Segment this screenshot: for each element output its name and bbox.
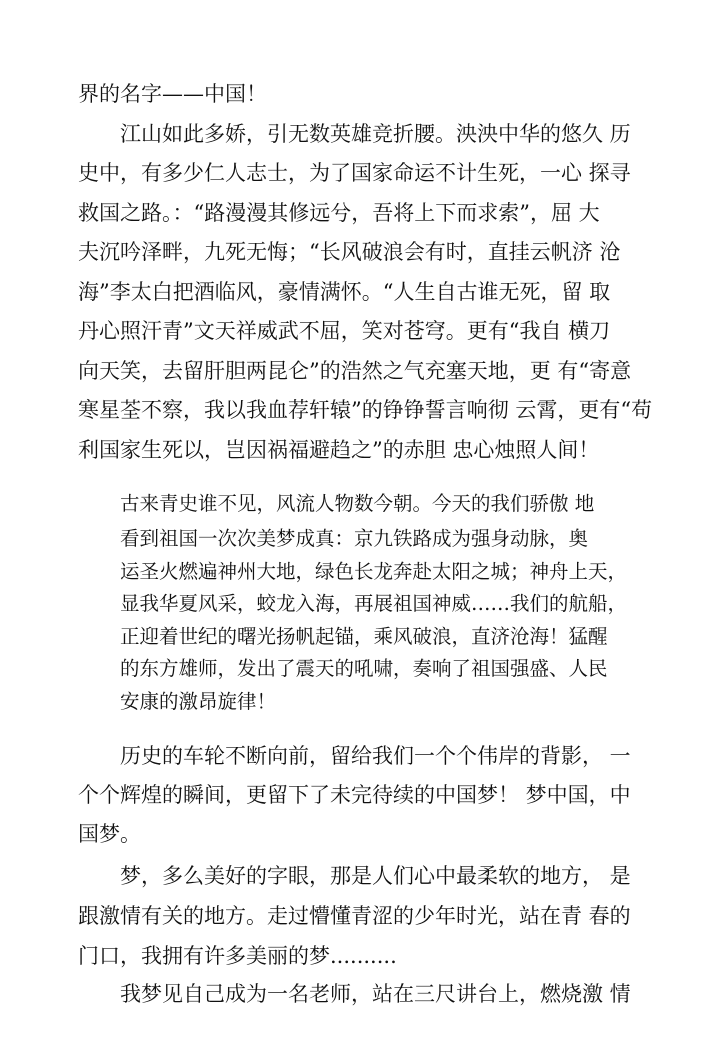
- paragraph-2-line-2: 史中，有多少仁人志士，为了国家命运不计生死，一心 探寻: [78, 161, 631, 185]
- paragraph-2-line-4: 夫沉吟泽畔，九死无悔；“长风破浪会有时，直挂云帆济 沧: [78, 240, 621, 264]
- paragraph-3-line-2: 看到祖国一次次美梦成真：京九铁路成为强身动脉，奥: [120, 527, 589, 550]
- paragraph-5-line-3: 门口，我拥有许多美丽的梦..........: [78, 944, 397, 968]
- paragraph-3-line-7: 安康的激昂旋律！: [120, 690, 277, 713]
- paragraph-2-line-5: 海”李太白把酒临风，豪情满怀。“人生自古谁无死，留 取: [78, 280, 611, 304]
- paragraph-6-line-1: 我梦见自己成为一名老师，站在三尺讲台上，燃烧激 情: [120, 982, 631, 1006]
- paragraph-2-line-8: 寒星荃不察，我以我血荐轩辕”的铮铮誓言响彻 云霄，更有“苟: [78, 398, 653, 422]
- paragraph-3-line-6: 的东方雄师，发出了震天的吼啸，奏响了祖国强盛、人民: [120, 657, 608, 680]
- paragraph-3-line-5: 正迎着世纪的曙光扬帆起锚，乘风破浪，直济沧海！猛醒: [120, 625, 608, 648]
- paragraph-5-line-2: 跟激情有关的地方。走过懵懂青涩的少年时光，站在青 春的: [78, 904, 631, 928]
- paragraph-4-line-1: 历史的车轮不断向前，留给我们一个个伟岸的背影， 一: [120, 744, 631, 768]
- paragraph-3-line-4: 显我华夏风采，蛟龙入海，再展祖国神威……我们的航船，: [120, 592, 628, 615]
- paragraph-1-line-1: 界的名字——中国！: [78, 82, 267, 106]
- paragraph-2-line-7: 向天笑，去留肝胆两昆仑”的浩然之气充塞天地，更 有“寄意: [78, 359, 632, 383]
- paragraph-2-line-9: 利国家生死以，岂因祸福避趋之”的赤胆 忠心烛照人间！: [78, 438, 600, 462]
- paragraph-3-line-1: 古来青史谁不见，风流人物数今朝。今天的我们骄傲 地: [120, 492, 595, 515]
- paragraph-4-line-3: 国梦。: [78, 822, 141, 846]
- paragraph-2-line-1: 江山如此多娇，引无数英雄竞折腰。泱泱中华的悠久 历: [120, 122, 631, 146]
- paragraph-5-line-1: 梦，多么美好的字眼，那是人们心中最柔软的地方， 是: [120, 864, 631, 888]
- paragraph-2-line-6: 丹心照汗青”文天祥威武不屈，笑对苍穹。更有“我自 横刀: [78, 319, 611, 343]
- paragraph-3-line-3: 运圣火燃遍神州大地，绿色长龙奔赴太阳之城；神舟上天，: [120, 560, 628, 583]
- paragraph-2-line-3: 救国之路。：“路漫漫其修远兮，吾将上下而求索”，屈 大: [78, 201, 600, 225]
- paragraph-4-line-2: 个个辉煌的瞬间，更留下了未完待续的中国梦！ 梦中国，中: [78, 783, 631, 807]
